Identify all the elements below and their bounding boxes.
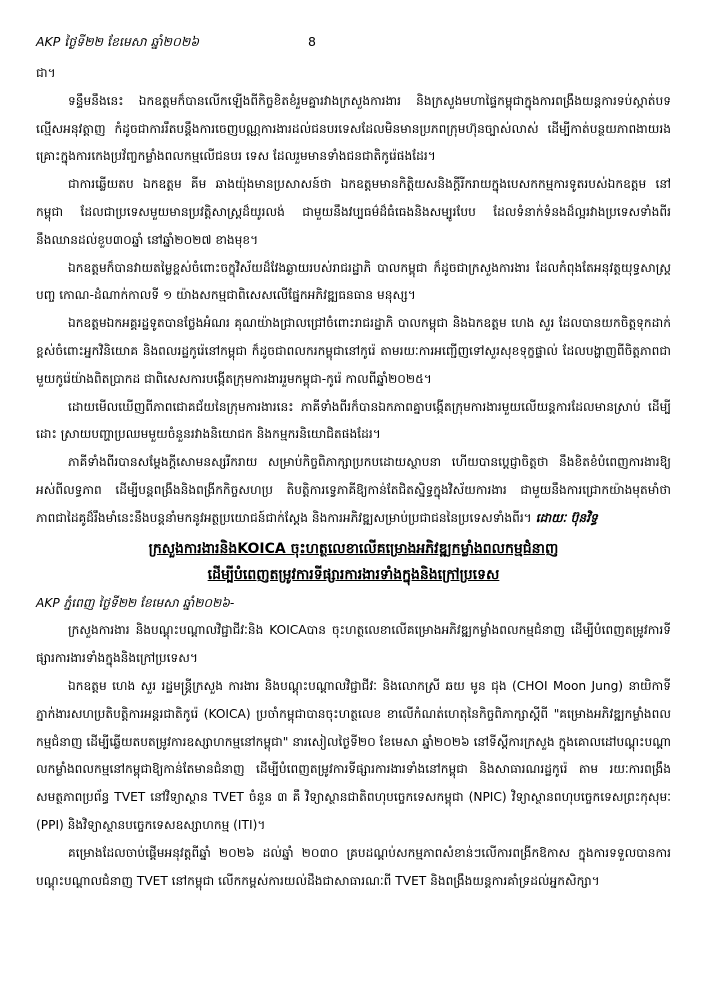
article-headline — [36, 536, 671, 588]
article-paragraph: ឯកឧត្តមក៏បានវាយតម្លៃខ្ពស់ចំពោះចក្ខុវិស័យដ៏វែងឆ្ងាយរបស់រាជរដ្ឋាភិ បាលកម្ពុជា ក៏ដូចជាក្រសួងការងារ ដែលកំពុងតែអនុវត្តយុទ្ធសាស្ត្របញ្ច កោណ-ដំណាក់កាលទី ១ យ៉ាងសកម្មជាពិសេសលើផ្នែកអភិវឌ្ឍធនធាន មនុស្ស។ — [36, 260, 671, 303]
headline-line-2: ដើម្បីបំពេញតម្រូវការទីផ្សារការងារទាំងក្នុងនិងក្រៅប្រទេស — [207, 566, 500, 583]
page-number: 8 — [308, 34, 316, 49]
article-paragraph: ឯកឧត្តមឯកអគ្គរដ្ឋទូតបានថ្លែងអំណរ គុណយ៉ាងជ្រាលជ្រៅចំពោះរាជរដ្ឋាភិ បាលកម្ពុជា និងឯកឧត្តម ហេង សួរ ដែលបានយកចិត្តទុកដាក់ខ្ពស់ចំពោះអ្នកវិនិយោគ និងពលរដ្ឋកូរ៉េនៅកម្ពុជា ក៏ដូចជាពលករកម្ពុជានៅកូរ៉េ តាមរយៈការអញ្ជើញទៅសួរសុខទុក្ខផ្ទាល់ ដែលបង្ហាញពីចិត្តភាពជាមួយកូរ៉េយ៉ាងពិតប្រាកដ ជាពិសេសការបង្កើតក្រុមការងាររួមកម្ពុជា-កូរ៉េ កាលពីឆ្នាំ២០២៥។ — [36, 316, 671, 386]
byline: ដោយៈ ប៊ុនវិទ្ធ — [535, 510, 598, 525]
article-dateline: AKP ភ្នំពេញ ថ្ងៃទី២២ ខែមេសា ឆ្នាំ២០២៦- — [36, 595, 235, 610]
article-body — [36, 60, 671, 533]
article-body — [36, 590, 671, 896]
header-dateline: AKP ថ្ងៃទី២២ ខែមេសា ឆ្នាំ២០២៦ — [36, 34, 200, 49]
headline-line-1: ក្រសួងការងារនិងKOICA ចុះហត្ថលេខាលើគម្រោងអភិវឌ្ឍកម្លាំងពលកម្មជំនាញ — [148, 540, 559, 557]
article-paragraph: ក្រសួងការងារ និងបណ្ដុះបណ្ដាលវិជ្ជាជីវៈនិង KOICAបាន ចុះហត្ថលេខាលើគម្រោងអភិវឌ្ឍកម្លាំងពលកម្មជំនាញ ដើម្បីបំពេញតម្រូវការទីផ្សារការងារទាំងក្នុងនិងក្រៅប្រទេស។ — [36, 623, 671, 666]
article-paragraph: ឯកឧត្តម ហេង សួរ រដ្ឋមន្ត្រីក្រសួង ការងារ និងបណ្ដុះបណ្ដាលវិជ្ជាជីវៈ និងលោកស្រី ឆយ មូន ជុង (CHOI Moon Jung) នាយិកាទីភ្នាក់ងារសហប្រតិបត្តិការអន្តរជាតិកូរ៉េ (KOICA) ប្រចាំកម្ពុជាបានចុះហត្ថលេខ ខាលើកំណត់ហេតុនៃកិច្ចពិភាក្សាស្ដីពី "គម្រោងអភិវឌ្ឍកម្លាំងពលកម្មជំនាញ ដើម្បីឆ្លើយតបតម្រូវការឧស្សាហកម្មនៅកម្ពុជា" នារសៀលថ្ងៃទី២០ ខែមេសា ឆ្នាំ២០២៦ នៅទីស្ដីការក្រសួង ក្នុងគោលដៅបណ្ដុះបណ្ដា លកម្លាំងពលកម្មនៅកម្ពុជាឱ្យកាន់តែមានជំនាញ ដើម្បីបំពេញតម្រូវការទីផ្សារការងារទាំងនៅកម្ពុជា និងសាធារណរដ្ឋកូរ៉េ តាម រយៈការពង្រឹងសមត្ថភាពប្រព័ន្ធ TVET នៅវិទ្យាស្ថាន TVET ចំនួន ៣ គឺ វិទ្យាស្ថានជាតិពហុបច្ចេកទេសកម្ពុជា (NPIC) វិទ្យាស្ថានពហុបច្ចេកទេសព្រះកុសុមៈ (PPI) និងវិទ្យាស្ថានបច្ចេកទេសឧស្សាហកម្ម (ITI)។ — [36, 678, 671, 832]
article-paragraph-text: ភាគីទាំងពីរបានសម្ដែងក្ដីសោមនស្សរីករាយ សម្រាប់កិច្ចពិភាក្សាប្រកបដោយស្ថាបនា ហើយបានប្ដេជ្ញាចិត្តថា នឹងខិតខំបំពេញការងារឱ្យអស់ពីលទ្ធភាព ដើម្បីបន្តពង្រឹងនិងពង្រីកកិច្ចសហប្រ តិបត្តិការទ្វេភាគីឱ្យកាន់តែជិតស្និទ្ធក្នុងវិស័យការងារ ជាមួយនឹងការជ្រោកយ៉ាងមុតមាំថា ភាពជាដៃគូដ៏រឹងមាំនេះនឹងបន្តនាំមកនូវអត្ថប្រយោជន៍ជាក់ស្ដែង និងការអភិវឌ្ឍសម្រាប់ប្រជាជននៃប្រទេសទាំងពីរ។ — [36, 455, 671, 525]
article-paragraph: ជា។ — [36, 66, 56, 80]
article-paragraph: គម្រោងដែលចាប់ផ្ដើមអនុវត្តពីឆ្នាំ ២០២៦ ដល់ឆ្នាំ ២០៣០ គ្របដណ្ដប់សកម្មភាពសំខាន់ៗលើការពង្រីកឱកាស ក្នុងការទទួលបានការបណ្ដុះបណ្ដាលជំនាញ TVET នៅកម្ពុជា លើកកម្ពស់ការយល់ដឹងជាសាធារណៈពី TVET និងពង្រឹងយន្តការគាំទ្រដល់អ្នកសិក្សា។ — [36, 845, 671, 888]
article-paragraph: ជាការឆ្លើយតប ឯកឧត្តម គីម ឆាងយ៉ុងមានប្រសាសន៍ថា ឯកឧត្តមមានកិត្តិយសនិងក្ដីរីករាយក្នុងបេសកកម្មការទូតរបស់ឯកឧត្តម នៅកម្ពុជា ដែលជាប្រទេសមួយមានប្រវត្តិសាស្ត្រដ៏យូរលង់ ជាមួយនឹងវប្បធម៌ដ៏ធំធេងនិងសម្បូរបែប ដែលទំនាក់ទំនងដ៏ល្អរវាងប្រទេសទាំងពីរនឹងឈានដល់ខួប៣០ឆ្នាំ នៅឆ្នាំ២០២៧ ខាងមុខ។ — [36, 177, 671, 247]
page-header — [36, 34, 671, 60]
article-paragraph: ទន្ទឹមនឹងនេះ ឯកឧត្តមក៏បានលើកឡើងពីកិច្ចខិតខំរួមគ្នារវាងក្រសួងការងារ និងក្រសួងមហាផ្ទៃកម្ពុជាក្នុងការពង្រឹងយន្តការទប់ស្កាត់បទល្មើសអនុវត្តាញ កំដូចជាការរឹតបន្តឹងការចេញបណ្ណការងារដល់ជនបរទេសដែលមិនមានប្រភពក្រុមហ៊ុនច្បាស់លាស់ ដើម្បីកាត់បន្ថយភាពងាយរងគ្រោះក្នុងការកេងប្រវ័ញ្ចកម្លាំងពលកម្មលើជនបរ ទេស ដែលរួមមានទាំងជនជាតិកូរ៉េផងដែរ។ — [36, 93, 671, 164]
article-paragraph: ដោយមើលឃើញពីភាពជោគជ័យនៃក្រុមការងារនេះ ភាគីទាំងពីរក៏បានឯកភាពគ្នាបង្កើតក្រុមការងារមួយលើយន្តការដែលមានស្រាប់ ដើម្បី ដោះ ស្រាយបញ្ហាប្រឈមមួយចំនួនរវាងនិយោជក និងកម្មករនិយោជិតផងដែរ។ — [36, 399, 671, 442]
article-paragraph — [36, 449, 671, 532]
